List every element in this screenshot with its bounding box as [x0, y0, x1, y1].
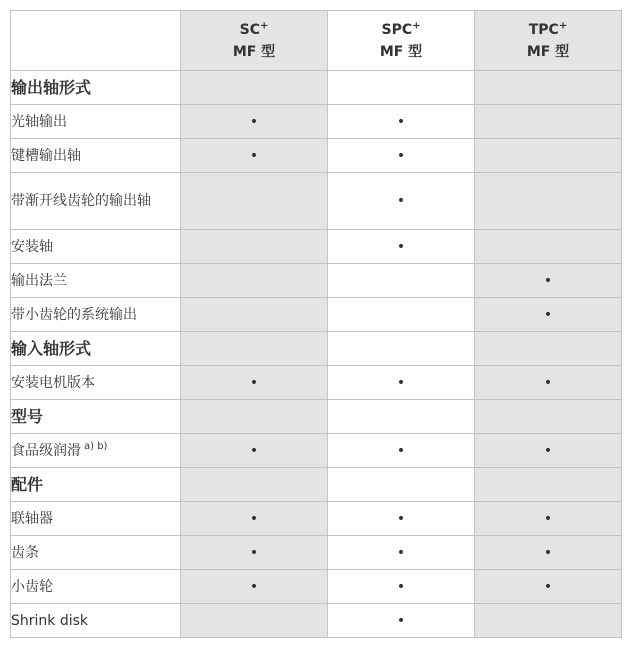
header-col-sub: MF 型 — [232, 43, 276, 60]
row-label: 光轴输出 — [11, 105, 181, 139]
availability-dot: • — [249, 113, 259, 130]
mark-cell-sc — [181, 434, 328, 468]
mark-cell-spc — [328, 173, 475, 230]
mark-cell-spc — [328, 139, 475, 173]
availability-dot: • — [396, 147, 406, 164]
header-corner-cell — [11, 11, 181, 71]
availability-dot: • — [396, 510, 406, 527]
availability-dot: • — [249, 442, 259, 459]
row-label: 小齿轮 — [11, 570, 181, 604]
section-label: 输入轴形式 — [11, 332, 181, 366]
mark-cell-tpc — [475, 264, 622, 298]
empty-cell — [475, 400, 622, 434]
empty-cell — [475, 71, 622, 105]
empty-cell — [328, 468, 475, 502]
mark-cell-tpc — [475, 105, 622, 139]
empty-cell — [181, 332, 328, 366]
availability-dot: • — [543, 510, 553, 527]
availability-dot: • — [396, 374, 406, 391]
table-row — [11, 366, 622, 400]
empty-cell — [181, 400, 328, 434]
availability-dot: • — [543, 578, 553, 595]
mark-cell-sc — [181, 105, 328, 139]
mark-cell-spc — [328, 298, 475, 332]
availability-dot: • — [396, 544, 406, 561]
mark-cell-spc — [328, 536, 475, 570]
table-row — [11, 434, 622, 468]
availability-dot: • — [543, 306, 553, 323]
header-row — [11, 11, 622, 71]
mark-cell-sc — [181, 139, 328, 173]
availability-dot: • — [396, 612, 406, 629]
table-row — [11, 139, 622, 173]
header-col-name: TPC — [528, 21, 559, 38]
header-col-sup: + — [558, 19, 568, 31]
availability-dot: • — [543, 272, 553, 289]
empty-cell — [328, 332, 475, 366]
header-col-sc — [181, 11, 328, 71]
table-row — [11, 570, 622, 604]
mark-cell-sc — [181, 570, 328, 604]
availability-dot: • — [249, 578, 259, 595]
header-col-name: SPC — [381, 21, 413, 38]
availability-dot: • — [543, 544, 553, 561]
mark-cell-spc — [328, 105, 475, 139]
empty-cell — [328, 71, 475, 105]
mark-cell-spc — [328, 230, 475, 264]
mark-cell-tpc — [475, 366, 622, 400]
mark-cell-sc — [181, 502, 328, 536]
availability-dot: • — [543, 442, 553, 459]
header-col-name: SC — [239, 21, 260, 38]
row-label: 联轴器 — [11, 502, 181, 536]
mark-cell-sc — [181, 230, 328, 264]
mark-cell-sc — [181, 264, 328, 298]
mark-cell-sc — [181, 366, 328, 400]
row-label: 带小齿轮的系统输出 — [11, 298, 181, 332]
table-row — [11, 502, 622, 536]
section-label: 配件 — [11, 468, 181, 502]
header-col-tpc — [475, 11, 622, 71]
section-row — [11, 468, 622, 502]
row-label: Shrink disk — [11, 604, 181, 638]
table-row — [11, 604, 622, 638]
row-label-cell — [11, 434, 181, 468]
mark-cell-tpc — [475, 570, 622, 604]
row-label: 带渐开线齿轮的输出轴 — [11, 173, 181, 230]
mark-cell-sc — [181, 298, 328, 332]
header-col-sub: MF 型 — [526, 43, 570, 60]
section-row — [11, 71, 622, 105]
mark-cell-tpc — [475, 604, 622, 638]
section-label: 输出轴形式 — [11, 71, 181, 105]
mark-cell-tpc — [475, 139, 622, 173]
mark-cell-spc — [328, 502, 475, 536]
empty-cell — [181, 71, 328, 105]
availability-dot: • — [396, 578, 406, 595]
header-col-spc — [328, 11, 475, 71]
section-row — [11, 332, 622, 366]
comparison-table — [10, 10, 622, 638]
footnote-ref: a) b) — [84, 440, 108, 452]
mark-cell-sc — [181, 604, 328, 638]
mark-cell-tpc — [475, 298, 622, 332]
table-row — [11, 264, 622, 298]
table-row — [11, 173, 622, 230]
availability-dot: • — [396, 238, 406, 255]
mark-cell-sc — [181, 536, 328, 570]
empty-cell — [475, 332, 622, 366]
mark-cell-tpc — [475, 502, 622, 536]
section-label: 型号 — [11, 400, 181, 434]
empty-cell — [181, 468, 328, 502]
availability-dot: • — [396, 193, 406, 209]
empty-cell — [328, 400, 475, 434]
mark-cell-spc — [328, 264, 475, 298]
empty-cell — [475, 468, 622, 502]
table-row — [11, 230, 622, 264]
row-label: 键槽输出轴 — [11, 139, 181, 173]
availability-dot: • — [249, 374, 259, 391]
availability-dot: • — [396, 113, 406, 130]
row-label: 齿条 — [11, 536, 181, 570]
mark-cell-spc — [328, 570, 475, 604]
header-col-sup: + — [259, 19, 269, 31]
mark-cell-tpc — [475, 173, 622, 230]
availability-dot: • — [249, 147, 259, 164]
table-row — [11, 105, 622, 139]
availability-dot: • — [396, 442, 406, 459]
row-label: 安装轴 — [11, 230, 181, 264]
availability-dot: • — [249, 544, 259, 561]
mark-cell-spc — [328, 434, 475, 468]
mark-cell-spc — [328, 604, 475, 638]
mark-cell-tpc — [475, 536, 622, 570]
availability-dot: • — [543, 374, 553, 391]
mark-cell-spc — [328, 366, 475, 400]
availability-dot: • — [249, 510, 259, 527]
table-row — [11, 536, 622, 570]
row-label: 输出法兰 — [11, 264, 181, 298]
section-row — [11, 400, 622, 434]
table-row — [11, 298, 622, 332]
mark-cell-tpc — [475, 230, 622, 264]
row-label: 安装电机版本 — [11, 366, 181, 400]
header-col-sub: MF 型 — [379, 43, 423, 60]
mark-cell-sc — [181, 173, 328, 230]
header-col-sup: + — [412, 19, 421, 31]
row-label: 食品级润滑 — [11, 442, 81, 459]
mark-cell-tpc — [475, 434, 622, 468]
